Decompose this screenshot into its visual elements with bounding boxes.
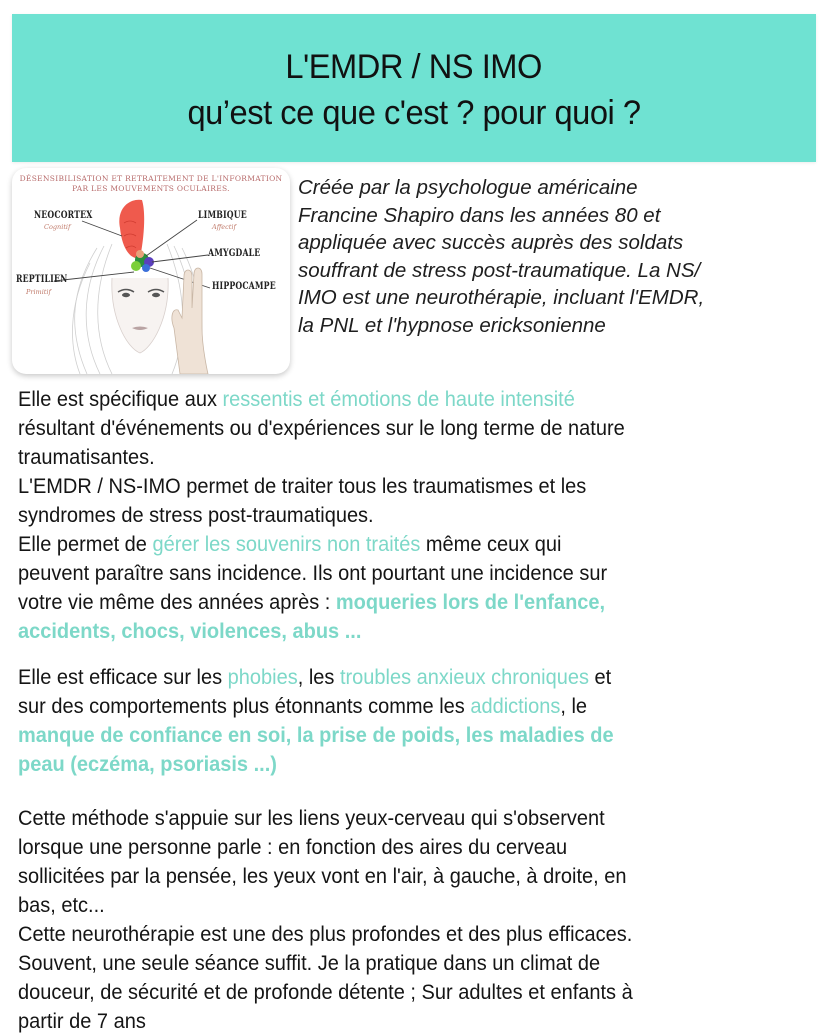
highlight-text: peau (eczéma, psoriasis ...) xyxy=(18,752,277,776)
text-line: syndromes de stress post-traumatiques. xyxy=(18,503,374,527)
text-line: douceur, de sécurité et de profonde détente ; Sur adultes et enfants à xyxy=(18,980,633,1004)
label-reptilien: REPTILIEN xyxy=(16,274,68,285)
text: , le xyxy=(560,694,588,718)
intro-line: Créée par la psychologue américaine xyxy=(298,176,638,199)
illustration-caption xyxy=(12,174,290,194)
highlight-text: ressentis et émotions de haute intensité xyxy=(222,387,575,411)
text: Elle est spécifique aux xyxy=(18,387,223,411)
paragraph-specificity xyxy=(18,385,818,646)
intro-line: souffrant de stress post-traumatique. La NS/ xyxy=(298,258,701,282)
text-line: L'EMDR / NS-IMO permet de traiter tous les traumatismes et les xyxy=(18,474,587,498)
caption-line-1: DÉSENSIBILISATION ET RETRAITEMENT DE L'INFORMATION xyxy=(19,174,283,183)
text-line: sollicitées par la pensée, les yeux vont en l'air, à gauche, à droite, en xyxy=(18,864,627,888)
text: même ceux qui xyxy=(420,532,562,556)
intro-line: Francine Shapiro dans les années 80 et xyxy=(298,203,661,227)
text: Elle est efficace sur les xyxy=(18,665,228,689)
paragraph-efficacy xyxy=(18,663,818,779)
page-subtitle: qu’est ce que c'est ? pour quoi ? xyxy=(187,94,641,132)
text: , les xyxy=(297,665,340,689)
emdr-brain-illustration xyxy=(12,168,290,374)
text: sur des comportements plus étonnants comme les xyxy=(18,694,471,718)
text-line: Souvent, une seule séance suffit. Je la pratique dans un climat de xyxy=(18,951,601,975)
paragraph-method xyxy=(18,804,818,1036)
intro-line: appliquée avec succès auprès des soldats xyxy=(298,231,684,254)
text-line: lorsque une personne parle : en fonction des aires du cerveau xyxy=(18,835,568,859)
label-limbique-sub: Affectif xyxy=(212,223,236,231)
text: votre vie même des années après : xyxy=(18,590,336,614)
label-hippocampe: HIPPOCAMPE xyxy=(212,281,276,292)
caption-line-2: PAR LES MOUVEMENTS OCULAIRES. xyxy=(72,184,230,193)
highlight-text: moqueries lors de l'enfance, xyxy=(335,590,606,614)
text-line: partir de 7 ans xyxy=(18,1009,146,1033)
label-neocortex-sub: Cognitif xyxy=(44,223,71,231)
brain-face-illustration-icon xyxy=(12,168,290,374)
text-line: Cette neurothérapie est une des plus profondes et des plus efficaces. xyxy=(18,922,633,946)
text: et xyxy=(588,665,612,689)
highlight-text: accidents, chocs, violences, abus ... xyxy=(18,619,362,643)
text-line: Cette méthode s'appuie sur les liens yeux-cerveau qui s'observent xyxy=(18,806,605,830)
label-limbique: LIMBIQUE xyxy=(198,210,247,221)
highlight-text: troubles anxieux chroniques xyxy=(339,665,589,689)
highlight-text: manque de confiance en soi, la prise de poids, les maladies de xyxy=(18,723,614,747)
intro-line: IMO est une neurothérapie, incluant l'EMDR, xyxy=(298,286,705,309)
intro-line: la PNL et l'hypnose ericksonienne xyxy=(298,313,606,337)
label-neocortex: NEOCORTEX xyxy=(34,210,93,221)
highlight-text: phobies xyxy=(227,665,298,689)
label-amygdale: AMYGDALE xyxy=(208,248,261,259)
text-line: peuvent paraître sans incidence. Ils ont pourtant une incidence sur xyxy=(18,561,608,585)
label-reptilien-sub: Primitif xyxy=(26,288,51,296)
intro-paragraph xyxy=(298,174,818,339)
text-line: résultant d'événements ou d'expériences sur le long terme de nature xyxy=(18,416,625,440)
title-banner xyxy=(12,14,816,162)
highlight-text: addictions xyxy=(470,694,561,718)
text: Elle permet de xyxy=(18,532,153,556)
text-line: traumatisantes. xyxy=(18,445,155,469)
highlight-text: gérer les souvenirs non traités xyxy=(152,532,421,556)
page-title: L'EMDR / NS IMO xyxy=(285,48,543,86)
text-line: bas, etc... xyxy=(18,893,105,917)
